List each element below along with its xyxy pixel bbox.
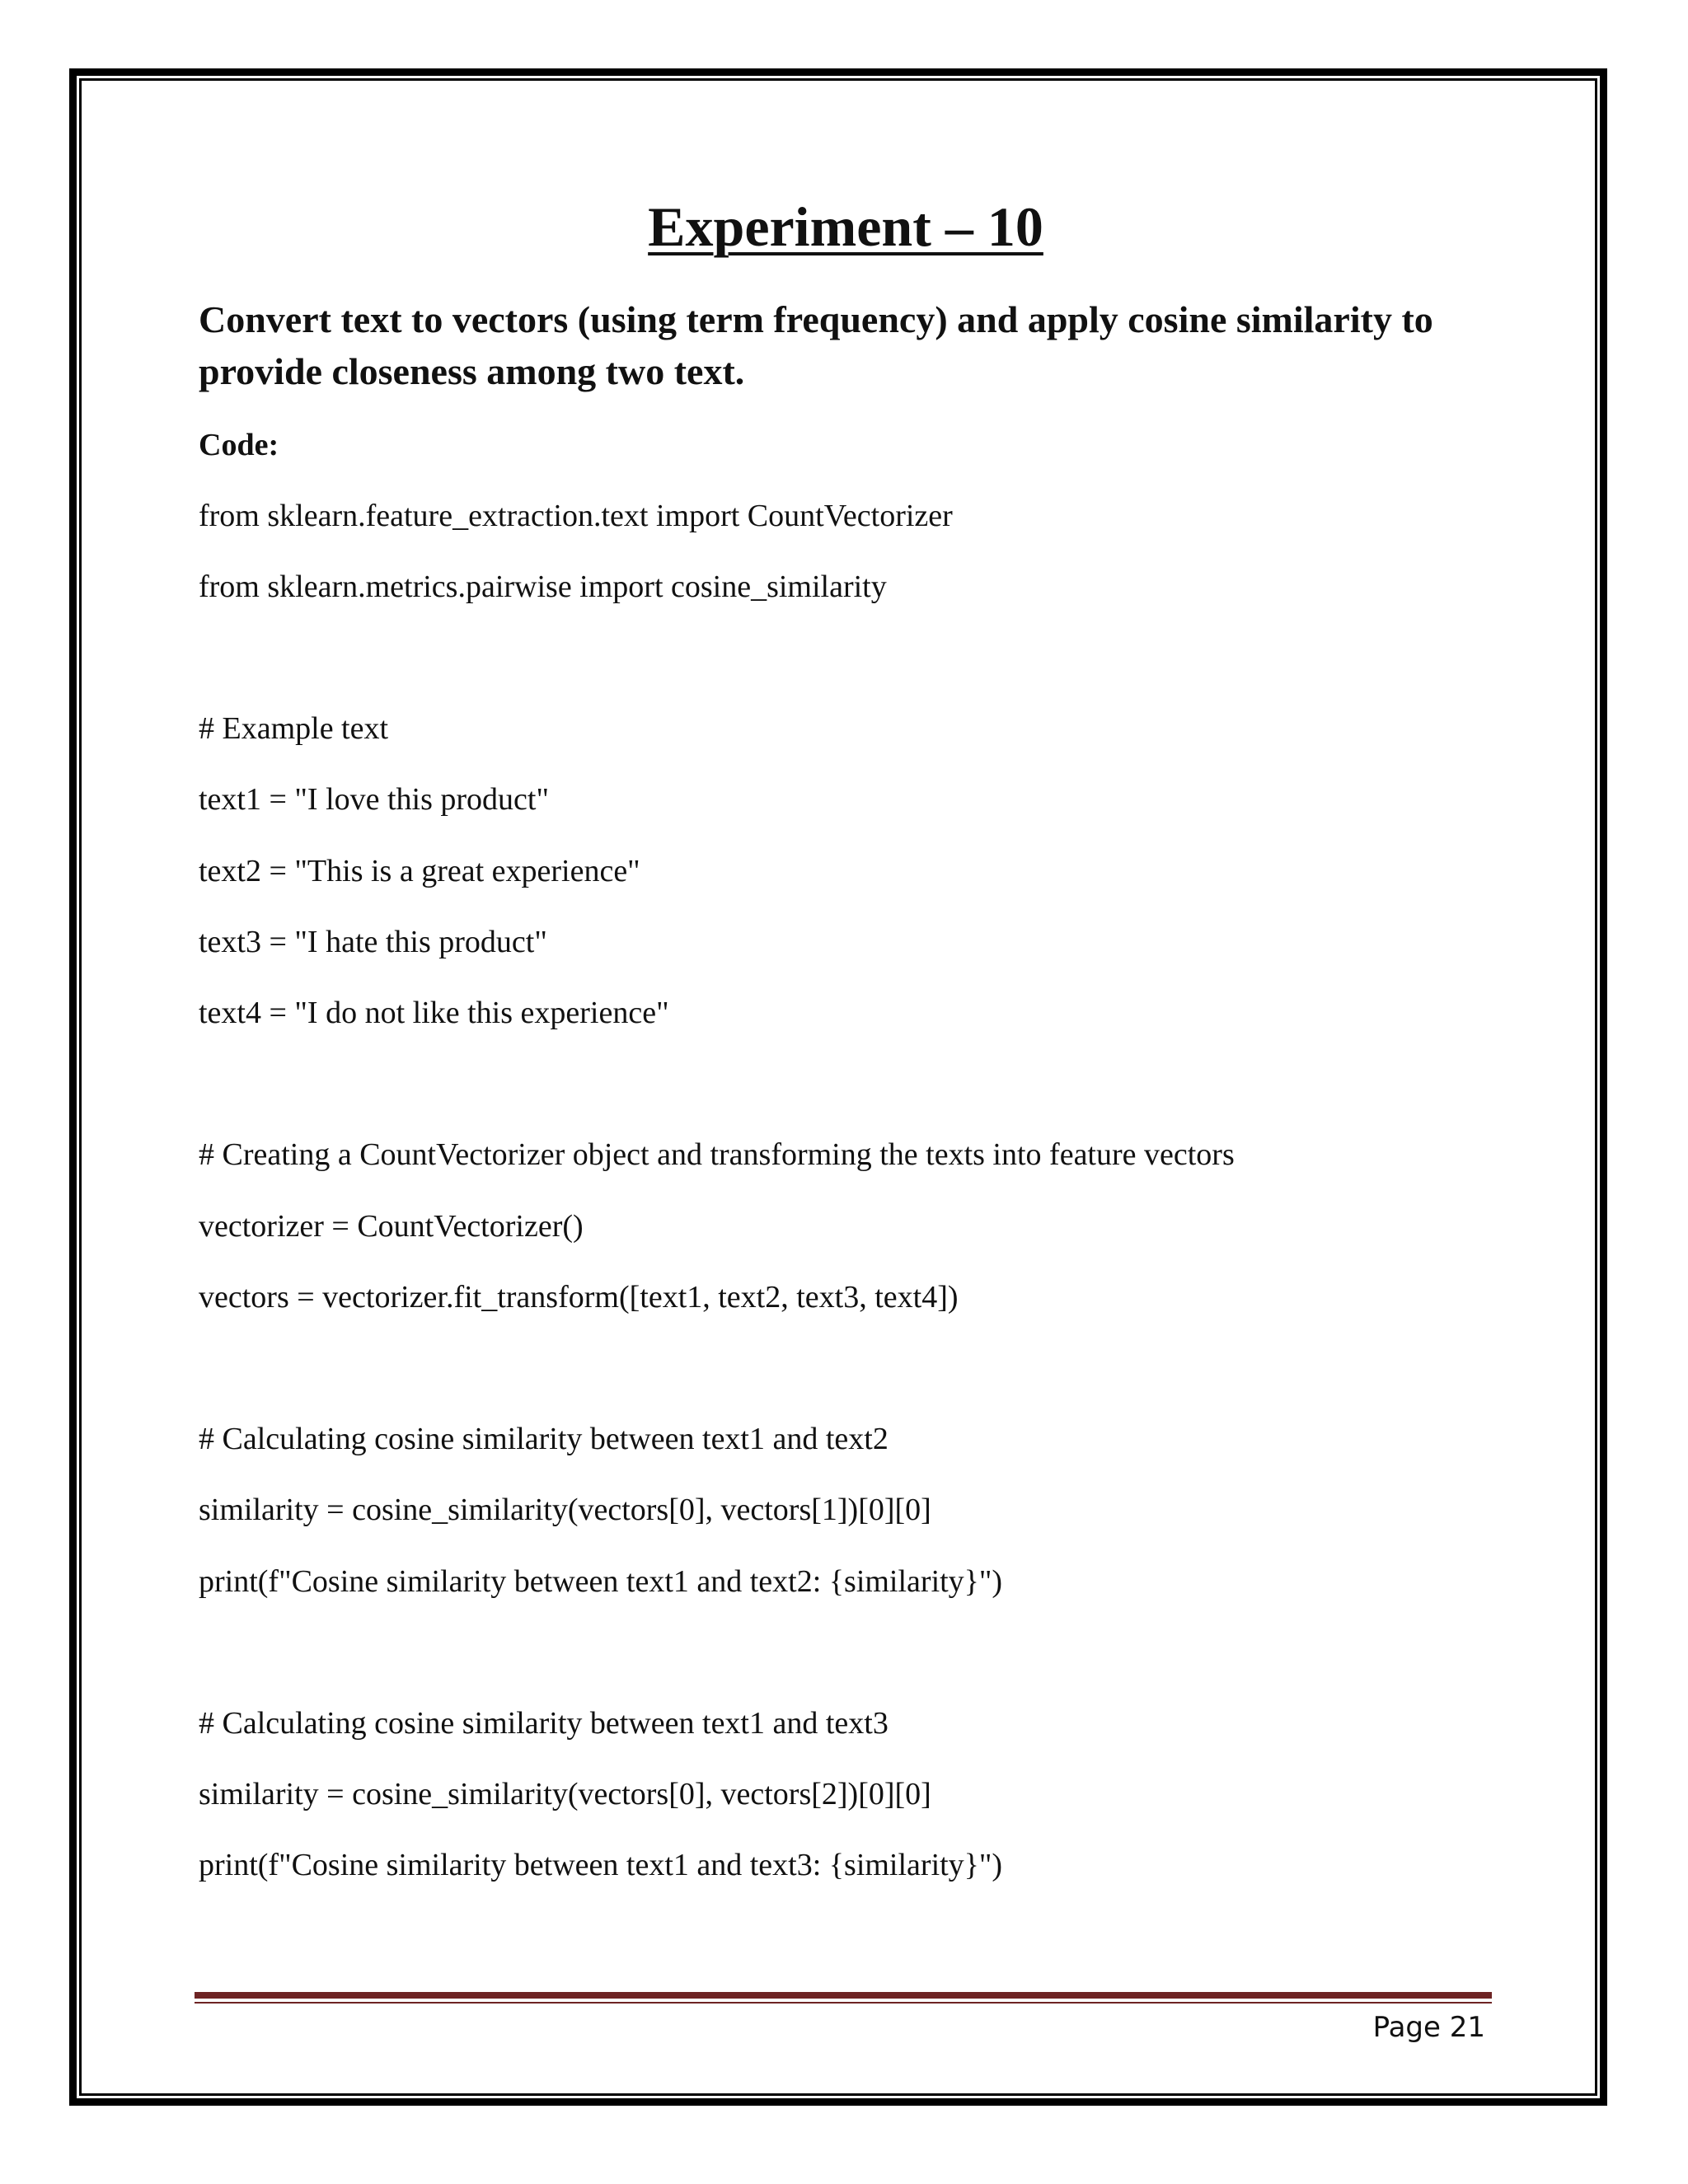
page-number: Page 21 [1372, 2011, 1485, 2044]
code-line: vectors = vectorizer.fit_transform([text1, text2, text3, text4]) [199, 1280, 959, 1315]
code-line: print(f"Cosine similarity between text1 and text3: {similarity}") [199, 1848, 1003, 1882]
code-line: text3 = "I hate this product" [199, 925, 547, 959]
code-line: print(f"Cosine similarity between text1 and text2: {similarity}") [199, 1564, 1003, 1599]
code-line: similarity = cosine_similarity(vectors[0], vectors[1])[0][0] [199, 1493, 931, 1527]
code-line: from sklearn.feature_extraction.text import CountVectorizer [199, 499, 953, 533]
code-line: # Calculating cosine similarity between text1 and text2 [199, 1422, 889, 1456]
code-line: # Creating a CountVectorizer object and transforming the texts into feature vectors [199, 1137, 1235, 1172]
footer-divider [195, 1992, 1492, 1999]
code-line: # Calculating cosine similarity between text1 and text3 [199, 1706, 889, 1741]
footer-divider-thin [195, 2002, 1492, 2004]
code-line: similarity = cosine_similarity(vectors[0], vectors[2])[0][0] [199, 1777, 931, 1811]
code-label: Code: [199, 428, 279, 462]
code-line: text1 = "I love this product" [199, 782, 549, 817]
code-line: from sklearn.metrics.pairwise import cosine_similarity [199, 569, 887, 604]
experiment-aim: Convert text to vectors (using term frequency) and apply cosine similarity to provide closeness among two text. [199, 298, 1433, 392]
code-line: text2 = "This is a great experience" [199, 854, 640, 888]
code-line: vectorizer = CountVectorizer() [199, 1209, 584, 1244]
code-line: text4 = "I do not like this experience" [199, 996, 669, 1030]
experiment-title: Experiment – 10 [648, 195, 1043, 258]
code-line: # Example text [199, 711, 389, 746]
